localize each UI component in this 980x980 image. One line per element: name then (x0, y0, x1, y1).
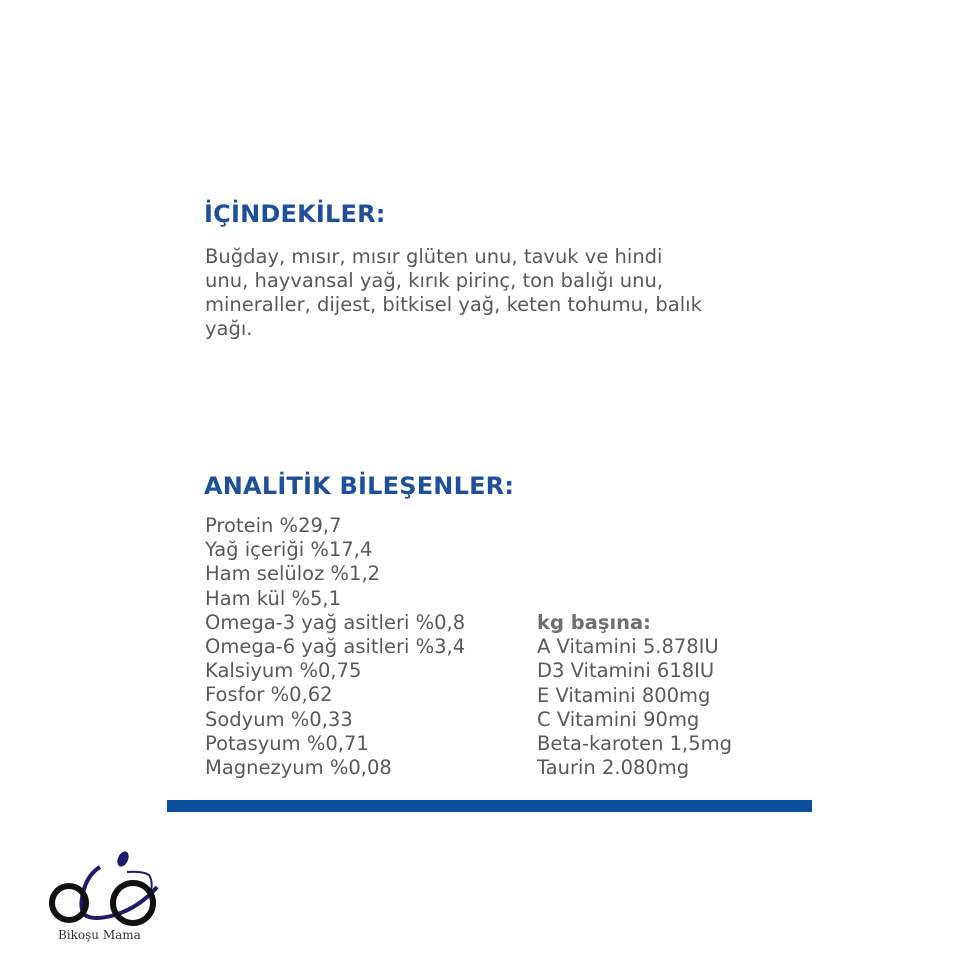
analytics-list (205, 514, 465, 780)
analytics-item: Ham selüloz %1,2 (205, 562, 381, 586)
per-kg-item: Taurin 2.080mg (537, 756, 690, 780)
ingredients-line: unu, hayvansal yağ, kırık pirinç, ton balığı unu, (205, 269, 664, 292)
per-kg-item: Beta-karoten 1,5mg (537, 732, 733, 756)
analytics-item: Kalsiyum %0,75 (205, 659, 362, 683)
per-kg-item: D3 Vitamini 618IU (537, 659, 715, 683)
analytics-item: Sodyum %0,33 (205, 707, 353, 731)
analytics-item: Fosfor %0,62 (205, 683, 333, 707)
per-kg-item: C Vitamini 90mg (537, 707, 700, 731)
analytics-item: Protein %29,7 (205, 514, 342, 537)
analytics-item: Omega-6 yağ asitleri %3,4 (205, 635, 466, 659)
ingredients-line: Buğday, mısır, mısır glüten unu, tavuk ve hindi (205, 245, 663, 268)
analytics-item: Potasyum %0,71 (205, 731, 369, 755)
logo-text: Bikoşu Mama (58, 928, 141, 942)
analytics-item: Yağ içeriği %17,4 (205, 538, 373, 562)
analytics-item: Ham kül %5,1 (205, 586, 342, 610)
ingredients-line: mineraller, dijest, bitkisel yağ, keten tohumu, balık (205, 293, 702, 316)
per-kg-title: kg başına: (537, 611, 651, 634)
analytics-heading: ANALİTİK BİLEŞENLER: (204, 472, 515, 500)
analytics-item: Omega-3 yağ asitleri %0,8 (205, 610, 466, 634)
per-kg-item: E Vitamini 800mg (537, 683, 711, 707)
divider-bar (167, 800, 812, 812)
per-kg-item: A Vitamini 5.878IU (537, 635, 719, 659)
ingredients-heading: İÇİNDEKİLER: (204, 200, 386, 228)
per-kg-list (537, 611, 732, 780)
ingredients-line: yağı. (205, 317, 253, 340)
analytics-item: Magnezyum %0,08 (205, 756, 392, 780)
ingredients-text (205, 245, 785, 341)
